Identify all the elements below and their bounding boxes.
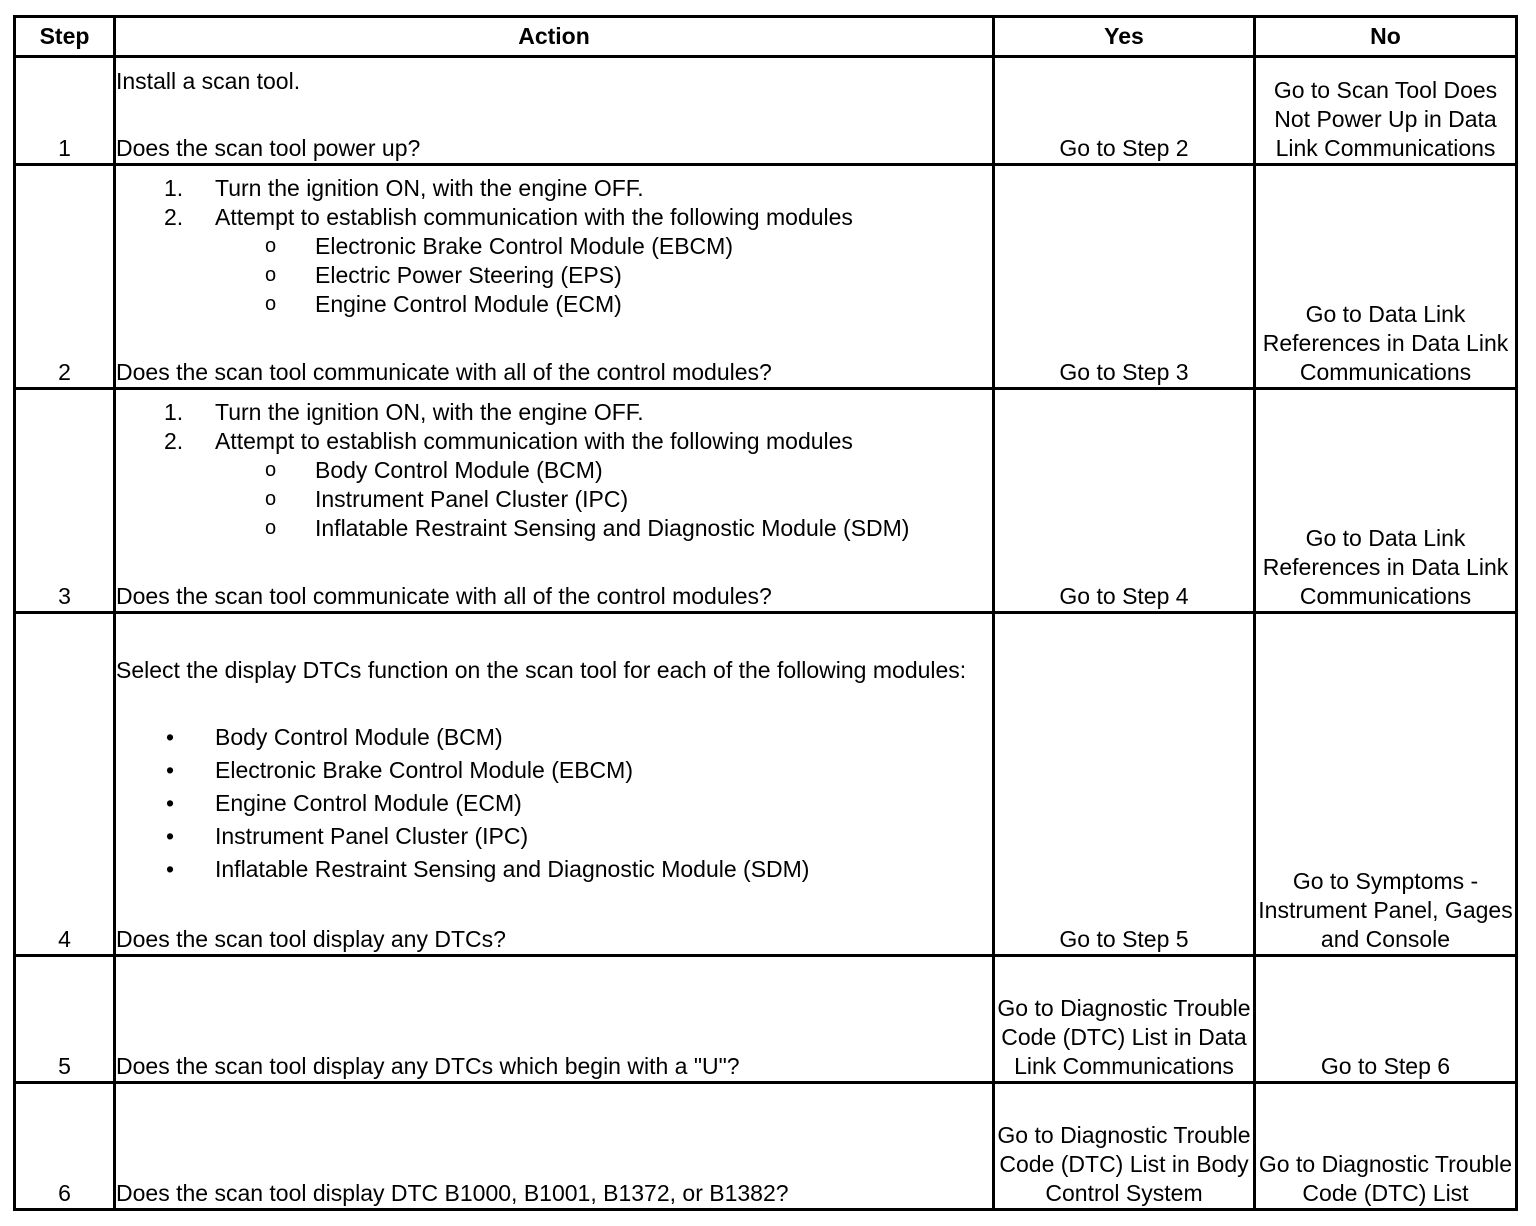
yes-cell: Go to Step 2: [995, 58, 1256, 166]
list-text: Body Control Module (BCM): [315, 457, 603, 483]
yes-cell: Go to Diagnostic Trouble Code (DTC) List in Body Control System: [995, 1084, 1256, 1211]
action-question: Does the scan tool power up?: [116, 135, 421, 161]
list-item: [116, 261, 992, 290]
circle-bullet-icon: o: [265, 264, 277, 286]
list-item: [116, 485, 992, 514]
list-item: [116, 427, 992, 456]
list-text: Turn the ignition ON, with the engine OFF.: [215, 175, 644, 201]
list-text: Electric Power Steering (EPS): [315, 262, 622, 288]
list-number: 2.: [164, 204, 184, 230]
list-text: Electronic Brake Control Module (EBCM): [215, 757, 633, 783]
list-item: [116, 232, 992, 261]
list-text: Instrument Panel Cluster (IPC): [215, 823, 529, 849]
step-number: 2: [16, 166, 116, 390]
no-cell: Go to Data Link References in Data Link Communications: [1256, 166, 1518, 390]
list-item: [116, 203, 992, 232]
header-row: [16, 18, 1518, 58]
list-text: Turn the ignition ON, with the engine OFF.: [215, 399, 644, 425]
list-text: Instrument Panel Cluster (IPC): [315, 486, 629, 512]
bullet-icon: •: [166, 724, 175, 750]
step-number: 4: [16, 614, 116, 957]
list-text: Inflatable Restraint Sensing and Diagnostic Module (SDM): [315, 515, 910, 541]
action-question: Does the scan tool display DTC B1000, B1001, B1372, or B1382?: [116, 1084, 995, 1211]
list-item: [116, 820, 992, 853]
table-row: [16, 166, 1518, 390]
no-cell: Go to Data Link References in Data Link Communications: [1256, 390, 1518, 614]
yes-cell: Go to Step 4: [995, 390, 1256, 614]
numbered-list: [116, 398, 992, 456]
table-row: [16, 390, 1518, 614]
header-action: Action: [116, 18, 995, 58]
list-number: 1.: [164, 399, 184, 425]
circle-bullet-icon: o: [265, 488, 277, 510]
list-text: Engine Control Module (ECM): [315, 291, 622, 317]
table-row: [16, 58, 1518, 166]
list-text: Inflatable Restraint Sensing and Diagnostic Module (SDM): [215, 856, 810, 882]
list-text: Attempt to establish communication with the following modules: [215, 428, 853, 454]
list-item: [116, 787, 992, 820]
step-number: 3: [16, 390, 116, 614]
numbered-list: [116, 174, 992, 232]
bullet-icon: •: [166, 823, 175, 849]
no-cell: Go to Step 6: [1256, 957, 1518, 1084]
no-cell: Go to Symptoms - Instrument Panel, Gages and Console: [1256, 614, 1518, 957]
list-item: [116, 514, 992, 543]
circle-bullet-icon: o: [265, 235, 277, 257]
list-number: 1.: [164, 175, 184, 201]
action-question: Does the scan tool display any DTCs?: [116, 926, 506, 952]
action-question: Does the scan tool communicate with all of the control modules?: [116, 359, 772, 385]
list-item: [116, 754, 992, 787]
table-row: [16, 1084, 1518, 1211]
bullet-icon: •: [166, 757, 175, 783]
diagnostic-table: [13, 15, 1518, 1211]
list-item: [116, 456, 992, 485]
header-no: No: [1256, 18, 1518, 58]
header-yes: Yes: [995, 18, 1256, 58]
table-row: [16, 614, 1518, 957]
action-cell: [116, 166, 995, 390]
action-question: Does the scan tool display any DTCs which begin with a "U"?: [116, 957, 995, 1084]
circle-bullet-icon: o: [265, 517, 277, 539]
action-intro: Install a scan tool.: [116, 68, 301, 94]
table-row: [16, 957, 1518, 1084]
list-item: [116, 174, 992, 203]
yes-cell: Go to Diagnostic Trouble Code (DTC) List in Data Link Communications: [995, 957, 1256, 1084]
module-bullet-list: [116, 721, 992, 886]
step-number: 6: [16, 1084, 116, 1211]
module-sublist: [116, 232, 992, 319]
header-step: Step: [16, 18, 116, 58]
yes-cell: Go to Step 5: [995, 614, 1256, 957]
action-intro: Select the display DTCs function on the scan tool for each of the following modules:: [116, 657, 967, 683]
no-cell: Go to Diagnostic Trouble Code (DTC) List: [1256, 1084, 1518, 1211]
action-cell: [116, 614, 995, 957]
module-sublist: [116, 456, 992, 543]
list-item: [116, 853, 992, 886]
circle-bullet-icon: o: [265, 459, 277, 481]
bullet-icon: •: [166, 856, 175, 882]
list-item: [116, 721, 992, 754]
list-text: Attempt to establish communication with the following modules: [215, 204, 853, 230]
action-question: Does the scan tool communicate with all of the control modules?: [116, 583, 772, 609]
list-text: Electronic Brake Control Module (EBCM): [315, 233, 733, 259]
list-item: [116, 290, 992, 319]
step-number: 5: [16, 957, 116, 1084]
action-cell: [116, 58, 995, 166]
bullet-icon: •: [166, 790, 175, 816]
list-item: [116, 398, 992, 427]
action-cell: [116, 390, 995, 614]
circle-bullet-icon: o: [265, 293, 277, 315]
step-number: 1: [16, 58, 116, 166]
list-text: Engine Control Module (ECM): [215, 790, 522, 816]
yes-cell: Go to Step 3: [995, 166, 1256, 390]
list-text: Body Control Module (BCM): [215, 724, 503, 750]
list-number: 2.: [164, 428, 184, 454]
no-cell: Go to Scan Tool Does Not Power Up in Data Link Communications: [1256, 58, 1518, 166]
